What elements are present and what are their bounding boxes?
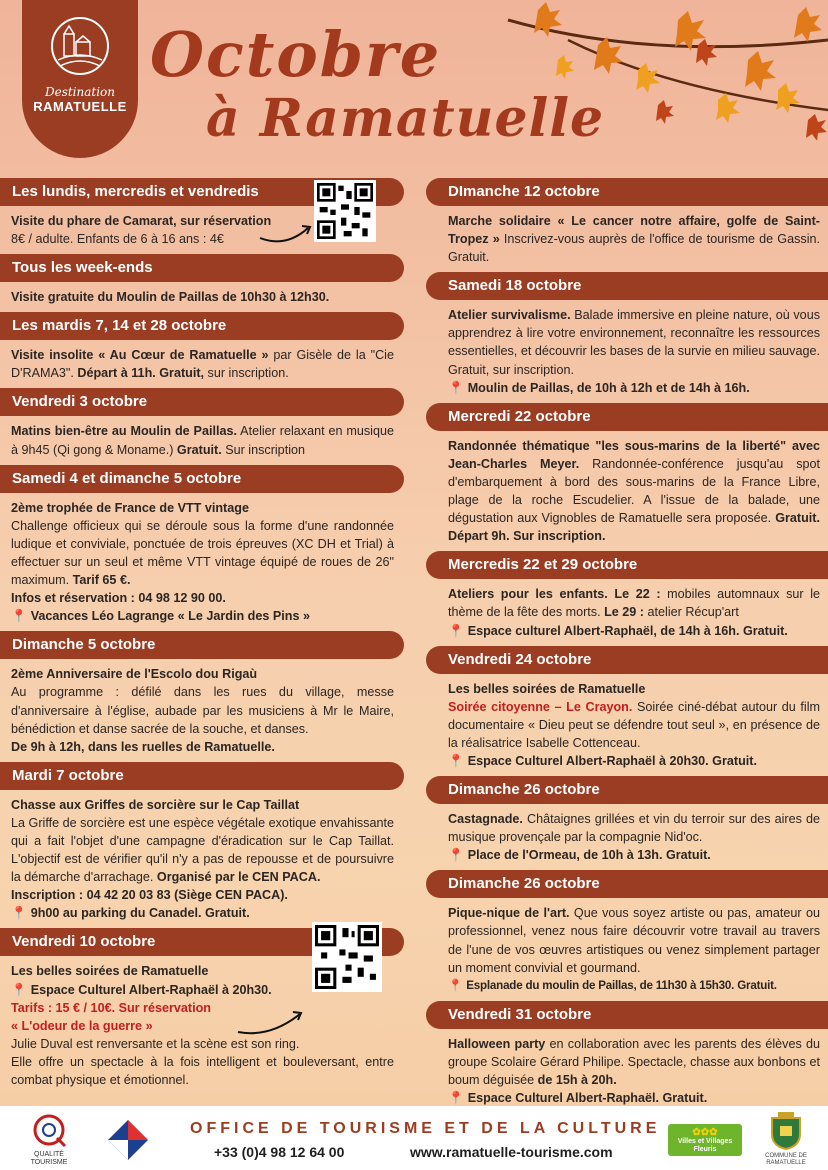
event-heading: Vendredi 10 octobre <box>0 928 404 956</box>
location-pin-icon: 📍 <box>11 609 27 624</box>
event-section <box>426 551 828 645</box>
location-pin-icon: 📍 <box>448 978 463 992</box>
event-description: Elle offre un spectacle à la fois intelligent et bouleversant, entre combat physique et émotionnel. <box>11 1054 394 1087</box>
curved-arrow-icon <box>258 218 314 248</box>
event-text: par Gisèle de la "Cie D'RAMA3". <box>11 348 394 381</box>
event-location: Vacances Léo Lagrange « Le Jardin des Pins » <box>30 609 310 624</box>
event-description: Randonnée-conférence jusqu'au spot d'embarquement à bord des sous-marins de la France Libre, plage de la roche Escudelier. A l'issue de la balade, une dégustation aux Vignobles de Ramatuelle sera proposée. <box>448 456 821 526</box>
logo-name-text: RAMATUELLE <box>33 99 127 114</box>
event-section <box>426 870 828 1000</box>
footer <box>0 1106 828 1170</box>
event-description: Julie Duval est renversante et la scène est son ring. <box>11 1036 300 1051</box>
event-time: de 15h à 20h. <box>537 1073 617 1087</box>
event-location: Espace Culturel Albert-Raphaël à 20h30. <box>30 982 272 997</box>
event-organizer: Organisé par le CEN PACA. <box>156 870 321 885</box>
commune-text: COMMUNE DE <box>765 1153 807 1159</box>
event-section <box>426 1001 828 1113</box>
event-title: Randonnée thématique "les sous-marins de la liberté" avec Jean-Charles Meyer. <box>448 438 820 471</box>
event-time: De 9h à 12h, dans les ruelles de Ramatuelle. <box>11 739 275 754</box>
event-location: Espace Culturel Albert-Raphaël. Gratuit. <box>467 1091 708 1106</box>
event-text: sur inscription. <box>204 366 289 381</box>
event-price: Tarif 65 €. <box>72 573 131 588</box>
event-description: en collaboration avec les parents des élèves du groupe Scolaire Gérard Philipe. Spectacle, chasse aux bonbons et boum déguisée <box>448 1036 820 1087</box>
event-title: Ateliers pour les enfants. Le 22 : <box>448 587 661 602</box>
event-location: 9h00 au parking du Canadel. Gratuit. <box>30 906 250 921</box>
event-info: Infos et réservation : 04 98 12 90 00. <box>11 591 226 606</box>
coat-of-arms-icon <box>768 1112 804 1150</box>
france-tourism-logo-icon <box>106 1118 150 1162</box>
tourisme-text: TOURISME <box>30 1159 68 1166</box>
location-pin-icon: 📍 <box>448 623 464 638</box>
location-pin-icon: 📍 <box>448 848 464 863</box>
qr-code-icon <box>317 183 373 239</box>
event-section <box>0 465 404 632</box>
event-title: 2ème Anniversaire de l'Escolo dou Rigaù <box>11 667 258 682</box>
event-title: Visite insolite « Au Cœur de Ramatuelle » <box>11 348 269 363</box>
event-title: Les belles soirées de Ramatuelle <box>448 681 646 696</box>
event-text: mobiles automnaux sur le thème de la fête des morts. <box>448 587 820 620</box>
event-section <box>0 388 404 464</box>
event-section <box>426 776 828 870</box>
event-title: Les belles soirées de Ramatuelle <box>11 964 209 979</box>
event-price: 8€ / adulte. Enfants de 6 à 16 ans : 4€ <box>11 232 224 247</box>
event-show-title: « L'odeur de la guerre » <box>11 1018 153 1033</box>
event-section <box>426 178 828 272</box>
event-location: Espace culturel Albert-Raphaël, de 14h à 16h. Gratuit. <box>467 623 788 638</box>
event-title: 2ème trophée de France de VTT vintage <box>11 500 249 515</box>
destination-ramatuelle-logo[interactable] <box>22 0 138 158</box>
event-title: Le 29 : <box>604 605 645 620</box>
event-location: Place de l'Ormeau, de 10h à 13h. Gratuit. <box>467 848 711 863</box>
event-location: Espace Culturel Albert-Raphaël à 20h30. Gratuit. <box>467 753 757 768</box>
event-price: Tarifs : 15 € / 10€. Sur réservation <box>11 1000 211 1015</box>
event-section <box>426 272 828 402</box>
event-heading: Vendredi 24 octobre <box>426 646 828 674</box>
event-heading: Tous les week-ends <box>0 254 404 282</box>
event-heading: Mardi 7 octobre <box>0 762 404 790</box>
commune-name-text: RAMATUELLE <box>766 1160 806 1166</box>
qualite-tourisme-logo <box>24 1112 74 1167</box>
event-info: Inscription : 04 42 20 03 83 (Siège CEN PACA). <box>11 888 288 903</box>
event-title: Pique-nique de l'art. <box>448 906 570 921</box>
event-description: Que vous soyez artiste ou pas, amateur ou professionnel, venez nous faire découvrir votre travail au travers de l'une de vos œuvres artistiques ou venez simplement partager un moment convivial et gourmand. <box>448 906 820 975</box>
event-subtitle: Soirée citoyenne – Le Crayon. <box>448 699 633 714</box>
villes-fleuris-text: Villes et Villages Fleuris <box>677 1138 733 1153</box>
event-heading: Dimanche 5 octobre <box>0 631 404 659</box>
village-emblem-icon <box>48 8 112 78</box>
event-location: Esplanade du moulin de Paillas, de 11h30 à 15h30. Gratuit. <box>466 978 777 992</box>
event-title: Atelier survivalisme. <box>448 308 571 323</box>
event-title: Halloween party <box>448 1036 546 1051</box>
event-section <box>426 646 828 776</box>
title-line-1: Octobre <box>150 18 442 91</box>
event-description: Balade immersive en pleine nature, où vous apprendrez à lire votre environnement, reconnaître les ressources essentielles, et découvrir les bases de la survie en milieu sauvage. Gratuit, sur inscription. <box>448 308 820 377</box>
event-text: atelier Récup'art <box>644 605 739 620</box>
event-description: Inscrivez-vous auprès de l'office de tourisme de Gassin. Gratuit. <box>448 232 820 265</box>
qualite-tourisme-icon <box>27 1112 71 1148</box>
event-description: Soirée ciné-débat autour du film documentaire « Dieu peut se défendre tout seul », en présence de la réalisatrice Isabelle Cottenceau. <box>448 699 821 750</box>
event-section <box>0 928 404 1095</box>
location-pin-icon: 📍 <box>11 982 27 997</box>
event-text: Atelier relaxant en musique à 9h45 (Qi gong & Moname.) <box>11 424 394 457</box>
event-heading: Mercredi 22 octobre <box>426 403 828 431</box>
location-pin-icon: 📍 <box>448 380 464 395</box>
event-section <box>0 631 404 761</box>
right-column <box>426 178 828 1113</box>
event-description: Challenge officieux qui se déroule sous la forme d'une randonnée ludique et conviviale, ponctuée de trois épreuves (XC DH et Trial) à effectuer sur un seul et même VTT vintage équipé de roues de 26" maximum. <box>11 518 394 588</box>
location-pin-icon: 📍 <box>11 906 27 921</box>
event-heading: DImanche 12 octobre <box>426 178 828 206</box>
event-heading: Vendredi 31 octobre <box>426 1001 828 1029</box>
event-description: Châtaignes grillées et vin du terroir sur des aires de musique provençale par la compagnie Nid'oc. <box>448 812 820 845</box>
event-time: Départ à 11h. Gratuit, <box>77 366 205 381</box>
event-description: La Griffe de sorcière est une espèce végétale exotique envahissante qui a fait l'objet d'une campagne d'éradication sur le Cap Taillat. L'objectif est de vérifier qu'il n'y a pas de repousse et de poursuivre la démarche d'arrachage. <box>11 815 394 885</box>
left-column <box>0 178 404 1095</box>
qr-code-camarat[interactable] <box>314 180 376 242</box>
flower-icons: ✿✿✿ <box>692 1127 718 1138</box>
event-section <box>0 254 404 312</box>
event-section <box>0 762 404 929</box>
event-section <box>426 403 828 552</box>
event-section <box>0 312 404 388</box>
event-heading: Les mardis 7, 14 et 28 octobre <box>0 312 404 340</box>
event-text: Visite gratuite du Moulin de Paillas de 10h30 à 12h30. <box>11 290 330 305</box>
event-heading: Dimanche 26 octobre <box>426 870 828 898</box>
event-description: Au programme : défilé dans les rues du village, messe d'anniversaire à l'église, aubade par les musiciens à Mr le Maire, bénédiction et danse sacrée de la souche, et danses. <box>11 685 394 736</box>
office-title: OFFICE DE TOURISME ET DE LA CULTURE <box>190 1120 661 1137</box>
event-title: Visite du phare de Camarat, sur réservation <box>11 214 272 228</box>
commune-ramatuelle-logo <box>758 1112 814 1167</box>
qr-code-soirees[interactable] <box>312 922 382 992</box>
office-phone[interactable]: +33 (0)4 98 12 64 00 <box>214 1144 345 1160</box>
qr-code-icon <box>315 925 379 989</box>
curved-arrow-icon <box>236 1008 306 1038</box>
event-location: Moulin de Paillas, de 10h à 12h et de 14h à 16h. <box>467 380 750 395</box>
event-text: Sur inscription <box>221 442 305 457</box>
event-title: Matins bien-être au Moulin de Paillas. <box>11 424 237 439</box>
event-title: Chasse aux Griffes de sorcière sur le Cap Taillat <box>11 797 300 812</box>
event-time: Gratuit. Départ 9h. Sur inscription. <box>448 511 820 544</box>
event-section <box>0 178 404 254</box>
event-heading: Dimanche 26 octobre <box>426 776 828 804</box>
villes-villages-fleuris-logo <box>668 1124 742 1156</box>
location-pin-icon: 📍 <box>448 753 464 768</box>
event-heading: Samedi 4 et dimanche 5 octobre <box>0 465 404 493</box>
event-heading: Mercredis 22 et 29 octobre <box>426 551 828 579</box>
event-title: Marche solidaire « Le cancer notre affaire, golfe de Saint-Tropez » <box>448 214 820 247</box>
qualite-text: QUALITÉ <box>34 1151 64 1158</box>
logo-script-text: Destination <box>44 85 116 99</box>
event-heading: Samedi 18 octobre <box>426 272 828 300</box>
title-line-2: à Ramatuelle <box>206 88 605 149</box>
event-title: Castagnade. <box>448 812 523 827</box>
event-price: Gratuit. <box>176 442 222 457</box>
event-heading: Vendredi 3 octobre <box>0 388 404 416</box>
location-pin-icon: 📍 <box>448 1091 464 1106</box>
office-website-link[interactable]: www.ramatuelle-tourisme.com <box>410 1144 613 1160</box>
event-heading: Les lundis, mercredis et vendredis <box>0 178 404 206</box>
